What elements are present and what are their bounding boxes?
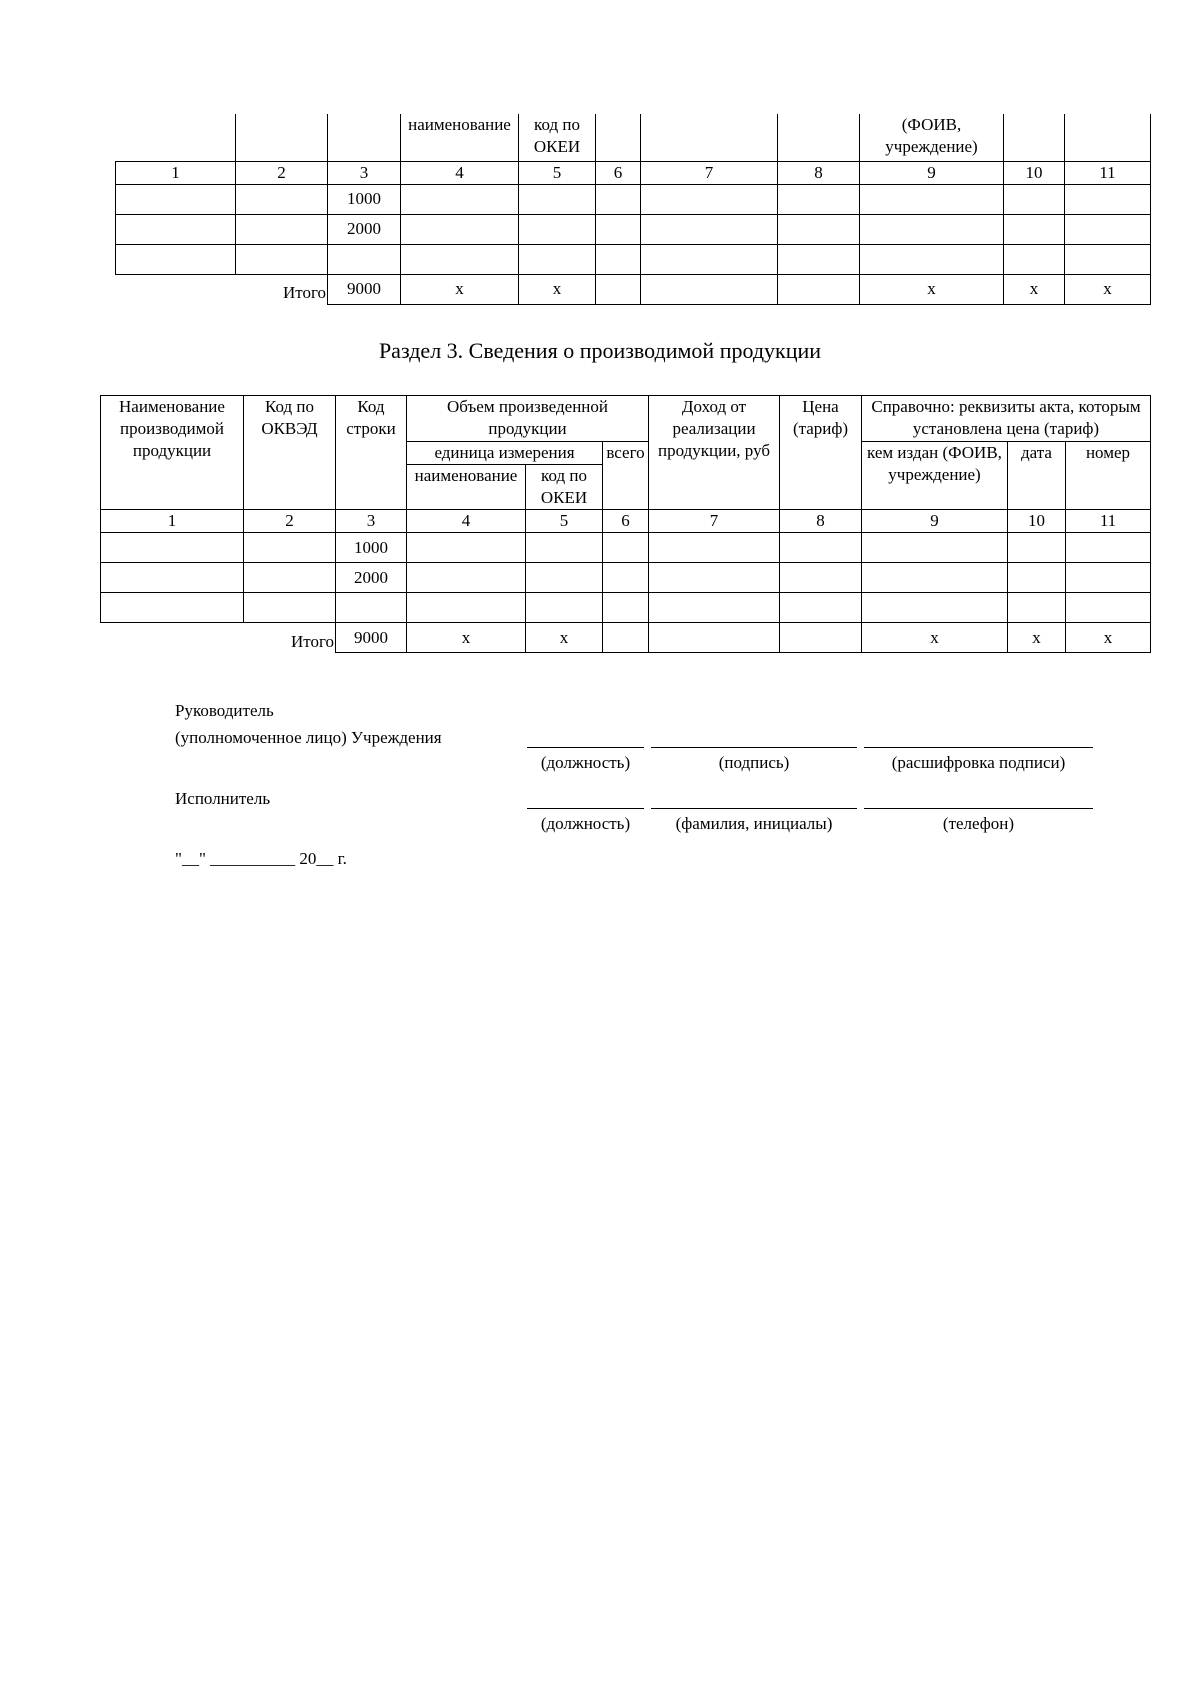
total-x: x [401,274,519,304]
header-okved: Код по ОКВЭД [244,396,336,510]
col-number: 5 [526,510,603,533]
col-number: 11 [1066,510,1151,533]
signature-line[interactable] [651,747,857,748]
col-number: 6 [596,161,641,184]
col-number: 9 [862,510,1008,533]
col-number: 1 [116,161,236,184]
header-okei-code: код по ОКЕИ [526,465,603,510]
header-date: дата [1008,442,1066,510]
total-x: x [1004,274,1065,304]
header-number: номер [1066,442,1151,510]
row-code [328,244,401,274]
col-number: 2 [236,161,328,184]
table-row [116,214,1151,244]
signature-line[interactable] [527,808,644,809]
signature-line[interactable] [864,808,1093,809]
total-code: 9000 [336,623,407,653]
total-x: x [860,274,1004,304]
col-number: 9 [860,161,1004,184]
caption-phone: (телефон) [942,814,1015,833]
column-numbers-row [116,161,1151,184]
col-number: 3 [328,161,401,184]
caption-position: (должность) [540,753,631,772]
col-number: 6 [603,510,649,533]
col-number: 2 [244,510,336,533]
total-x: x [526,623,603,653]
header-row-code: Код строки [336,396,407,510]
header-product-name: Наименование производимой продукции [101,396,244,510]
table-header-row [101,396,1151,442]
col-number: 8 [778,161,860,184]
total-x: x [1066,623,1151,653]
header-unit: единица измерения [407,442,603,465]
table-row [101,593,1151,623]
row-code [336,593,407,623]
table-row [101,563,1151,593]
executor-label: Исполнитель [175,789,271,808]
header-total: всего [603,442,649,510]
total-label: Итого [282,283,326,302]
col-number: 10 [1008,510,1066,533]
col-number: 11 [1065,161,1151,184]
table-row [116,184,1151,214]
header-unit-name: наименование [401,114,519,161]
total-x: x [519,274,596,304]
col-number: 7 [649,510,780,533]
table-header-row [116,114,1151,161]
caption-signature-decoding: (расшифровка подписи) [891,753,1066,772]
col-number: 3 [336,510,407,533]
header-issued-by: (ФОИВ, учреждение) [860,114,1004,161]
column-numbers-row [101,510,1151,533]
row-code: 1000 [328,184,401,214]
total-row [116,274,1151,304]
header-issued-by: кем издан (ФОИВ, учреждение) [862,442,1008,510]
col-number: 4 [407,510,526,533]
section-3-title: Раздел 3. Сведения о производимой продукции [378,338,822,363]
head-label: Руководитель [175,701,274,720]
total-row [101,623,1151,653]
caption-signature: (подпись) [718,753,790,772]
signature-line[interactable] [651,808,857,809]
head-label-authorized: (уполномоченное лицо) Учреждения [175,728,442,747]
total-label: Итого [290,631,334,651]
header-income: Доход от реализации продукции, руб [649,396,780,510]
header-reference: Справочно: реквизиты акта, которым установлена цена (тариф) [862,396,1151,442]
col-number: 1 [101,510,244,533]
col-number: 7 [641,161,778,184]
row-code: 1000 [336,533,407,563]
header-price: Цена (тариф) [780,396,862,510]
row-code: 2000 [336,563,407,593]
header-okei-code: код по ОКЕИ [519,114,596,161]
signature-line[interactable] [864,747,1093,748]
total-x: x [1065,274,1151,304]
col-number: 5 [519,161,596,184]
total-x: x [862,623,1008,653]
signature-line[interactable] [527,747,644,748]
row-code: 2000 [328,214,401,244]
caption-position: (должность) [540,814,631,833]
col-number: 10 [1004,161,1065,184]
header-volume: Объем произведенной продукции [407,396,649,442]
total-x: x [1008,623,1066,653]
table-section-2-continuation [115,114,1151,305]
table-row [101,533,1151,563]
table-row [116,244,1151,274]
table-section-3 [100,395,1151,653]
total-x: x [407,623,526,653]
col-number: 4 [401,161,519,184]
caption-full-name: (фамилия, инициалы) [675,814,833,833]
total-code: 9000 [328,274,401,304]
col-number: 8 [780,510,862,533]
header-unit-name: наименование [407,465,526,510]
date-line: "__" __________ 20__ г. [175,849,347,868]
